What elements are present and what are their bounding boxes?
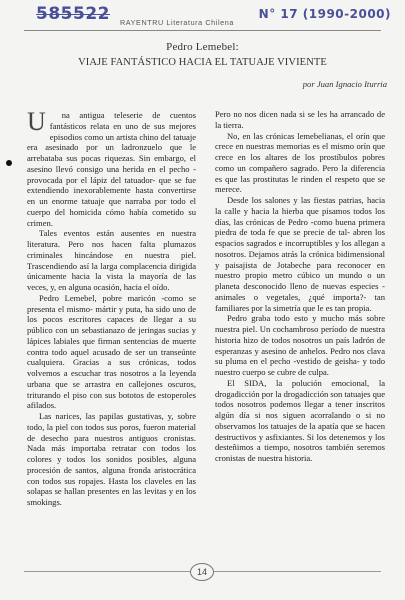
paragraph: Pero no nos dicen nada si se les ha arrancado de la tierra. xyxy=(215,109,385,130)
paragraph: Desde los salones y las fiestas patrias, hacia la calle y hacia la hierba que pisamos todos los días, las crónicas de Pedro -como buena primera piedra de toda fe que se precie de tal- abren los espacios sagrados e incorruptibles y los allegan a nosotros. Dejamos atrás la crónica bidimensional y paisajista de Jotabeche para reconocer en nuestro propio metro cúbico un mundo o un planeta desconocido lleno de nuevas especies -animales o vegetales, ¿qué importa?- tan familiares por la simetría que le es tan propia. xyxy=(215,195,385,313)
running-header: RAYENTRU Literatura Chilena xyxy=(120,18,234,27)
paragraph: Tales eventos están ausentes en nuestra literatura. Pero nos hacen falta plumazos criminales hincándose en nuestra piel. Trascendiendo así la larga complacencia dirigida únicamente hacia la vista la mayoría de las veces, y, en alguna ocasión, hacia el oído. xyxy=(27,228,196,292)
paragraph: No, en las crónicas lemebelianas, el orín que crece en nuestras memorias es el mismo orín que crece en los altares de los prostíbulos pobres como un compañero sagrado. Pero la diferencia es que las prostitutas le rinden el respeto que se merece. xyxy=(215,130,385,195)
handwritten-catalog-number: 585522 xyxy=(36,4,110,24)
header-divider xyxy=(24,30,381,31)
paragraph-text: na antigua teleserie de cuentos fantásticos relata en uno de sus mejores episodios como un artista chino del tatuaje era asesinado por un ladronzuelo que le arrebataba sus pocas riquezas. Sin embargo, el asesino llevó consigo una herida en el pecho -provocada por el lápiz del tatuador- que se fue extendiendo inexorablemente hasta convertirse en un enorme tatuaje que narraba por todo el cuerpo del homicida cómo había cometido su crimen. xyxy=(27,110,196,228)
right-column xyxy=(215,109,385,464)
article-byline: por Juan Ignacio Iturria xyxy=(302,79,387,89)
paragraph: Las narices, las papilas gustativas, y, sobre todo, la piel con todos sus poros, fueron material de desecho para nuestros antiguos cronistas. Nada más importaba retratar con todos los colores y todos los sonidos posibles, alguna procesión de santos, alguna fronda aristocrática con todos sus ropajes. Hasta los claveles en las solapas se hallan presentes en las levitas y en los smokings. xyxy=(27,411,196,507)
paragraph: Pedro graba todo esto y mucho más sobre nuestra piel. Un cochambroso período de nuestra historia hizo de todos nosotros un país ladrón de esperanzas y asesino de anhelos. Pedro nos clava su pluma en el pecho -vestido de geisha- y todo nuestro cuerpo se cubre de culpa. xyxy=(215,313,385,377)
drop-cap: U xyxy=(27,107,46,136)
article-title: VIAJE FANTÁSTICO HACIA EL TATUAJE VIVIENTE xyxy=(78,57,327,68)
paragraph xyxy=(27,107,196,228)
handwritten-issue-note: N° 17 (1990-2000) xyxy=(258,7,391,21)
margin-dot xyxy=(6,160,12,166)
paragraph: El SIDA, la polución emocional, la drogadicción por la drogadicción son tatuajes que todos nosotros podemos llegar a tener inscritos algún día si nos siguen acorralando o si no observamos los tatuajes de la apatía que se hacen destructivos y asfixiantes. Si los detenemos y los desteñimos a tiempo, nosotros también seremos cronistas de nuestra historia. xyxy=(215,377,385,463)
paragraph: Pedro Lemebel, pobre maricón -como se presenta el mismo- mártir y puta, ha sido uno de los pocos escritores capaces de llegar a su público con un sebastianazo de jeringas sucias y lápices labiales que firman sentencias de muerte contra todo aquel acusado de ser un transeúnte cualquiera. Gracias a sus crónicas, todos volvemos a escuchar tras nosotros a la leyenda urbana que se arrastra en callejones oscuros, triturando el piso con sus bototos de estoperoles afilados. xyxy=(27,292,196,411)
page-number: 14 xyxy=(190,563,214,581)
article-author-heading: Pedro Lemebel: xyxy=(166,41,239,53)
left-column xyxy=(27,107,196,508)
